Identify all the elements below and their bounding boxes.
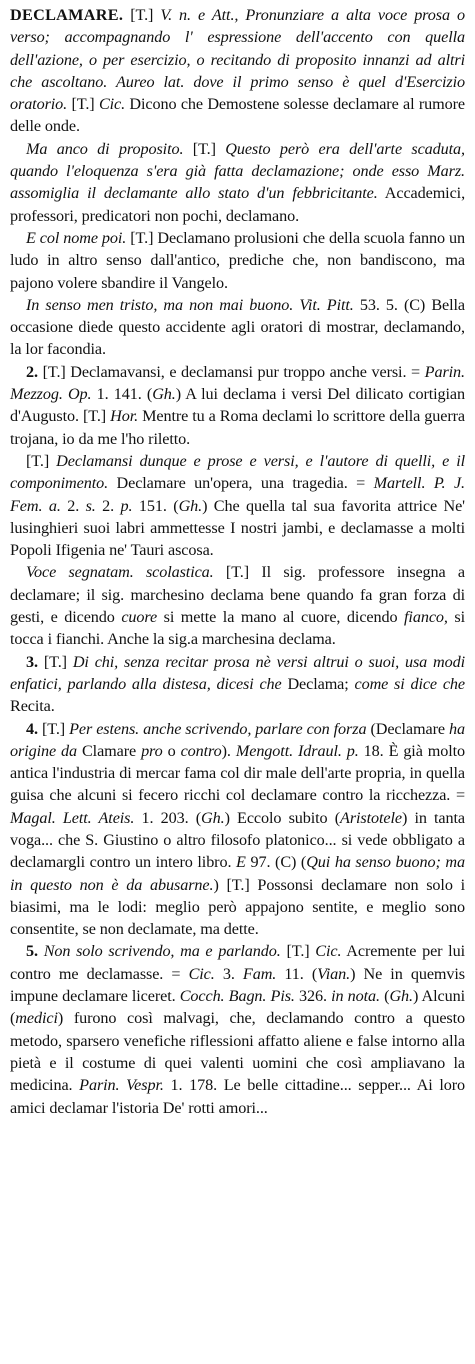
text-run: 97. (C) (: [245, 853, 307, 872]
text-run: Recita.: [10, 697, 55, 716]
italic-text: Di chi, senza recitar prosa nè versi altrui o suoi, usa modi enfatici, parlando alla distesa, dicesi che: [10, 652, 465, 693]
text-run: [T.]: [67, 95, 99, 114]
italic-text: Gh.: [178, 496, 203, 515]
italic-text: Cic.: [188, 964, 215, 983]
text-run: 2.: [95, 496, 121, 515]
italic-text: pro: [141, 741, 163, 760]
text-run: 1. 178. Le belle cittadine... sepper... Ai loro amici declamar l'istoria De' rotti amori...: [10, 1076, 466, 1117]
entry-paragraph: [10, 651, 465, 718]
entry-paragraph: [10, 138, 465, 227]
italic-text: Cic.: [98, 95, 126, 114]
headword: DECLAMARE.: [10, 6, 124, 24]
italic-text: Per estens. anche scrivendo, parlare con forza: [69, 719, 367, 738]
text-run: Acremente per lui contro me declamasse. =: [10, 942, 465, 983]
italic-text: cuore: [121, 608, 158, 627]
italic-text: fianco,: [404, 608, 448, 627]
italic-text: medici: [15, 1009, 58, 1028]
text-run: ) furono così malvagi, che, declamando contro a questo metodo, sparsero venefiche riflessioni affatto aliene e false intorno alla pietà e il costume di quei valenti uomini che così ampliavano la medicina.: [10, 1009, 465, 1095]
text-run: [T.]: [183, 139, 226, 158]
italic-text: p.: [120, 496, 133, 515]
text-run: [T.]: [280, 942, 316, 961]
text-run: (: [380, 987, 390, 1006]
italic-text: Gh.: [152, 385, 176, 404]
text-run: 18. È già molto antica l'industria di mercar fama col dir male dell'arte propria, in quella guisa che alcuni si fecero ricchi col declamare contro la ricchezza. =: [10, 741, 466, 805]
italic-text: E col nome poi.: [26, 228, 127, 247]
text-run: 151. (: [132, 496, 179, 515]
italic-text: Martell. P. J. Fem. a.: [10, 474, 465, 515]
text-run: Clamare: [77, 741, 142, 760]
text-run: ) Che quella tal sua favorita attrice Ne' lusinghieri suoi labri ammettesse I nostri jambi, e declamasse a molti Popoli Ifigenia ne' Tauri ascosa.: [10, 496, 465, 560]
text-run: 2.: [60, 496, 86, 515]
italic-text: Magal. Lett. Ateis.: [10, 808, 135, 827]
text-run: ) A lui declama i versi Del dilicato cortigian d'Augusto. [T.]: [10, 385, 465, 426]
italic-text: Parin. Vespr.: [79, 1076, 164, 1095]
italic-text: E: [236, 853, 246, 872]
italic-text: Cocch. Bagn. Pis.: [179, 987, 295, 1006]
text-run: 1. 141. (: [91, 385, 153, 404]
italic-text: in nota.: [331, 987, 380, 1006]
entry-paragraph: [10, 294, 465, 361]
italic-text: Gh.: [389, 987, 413, 1006]
italic-text: Hor.: [110, 407, 139, 426]
italic-text: Gh.: [201, 808, 225, 827]
italic-text: contro: [180, 741, 222, 760]
italic-text: Mengott. Idraul. p.: [235, 741, 359, 760]
text-run: [T.]: [37, 719, 70, 738]
text-run: [T.] Il sig. professore insegna a declamare; il sig. marchesino declama bene quando fa gran forza di gesti, e dicendo: [10, 563, 466, 627]
italic-text: Voce segnatam. scolastica.: [26, 563, 214, 582]
text-run: o: [162, 741, 181, 760]
text-run: [T.]: [123, 6, 161, 24]
text-run: Accademici, professori, predicatori non pochi, declamano.: [10, 184, 466, 225]
entry-paragraph: [10, 450, 465, 561]
italic-text: In senso men tristo, ma non mai buono. Vit. Pitt.: [26, 295, 354, 314]
text-run: Mentre tu a Roma declami lo scrittore della guerra trojana, io da me l'ho riletto.: [10, 407, 465, 448]
entry-paragraph: [10, 227, 465, 294]
text-run: [T.] Declamavansi, e declamansi pur troppo anche versi. =: [37, 362, 425, 381]
entry-paragraph: [10, 361, 465, 450]
entry-paragraph: [10, 561, 465, 650]
text-run: Declama;: [281, 674, 355, 693]
entry-paragraph: [10, 718, 465, 941]
italic-text: V. n. e Att., Pronunziare a alta voce prosa o verso; accompagnando l' espressione dell'accento con quella dell'azione, o per esercizio, o recitando di proposito innanzi ad altri che ascoltano. Aureo lat. dove il primo senso è quel d'Esercizio oratorio.: [10, 6, 466, 114]
sense-number: 3.: [26, 652, 38, 671]
text-run: ).: [221, 741, 236, 760]
italic-text: Cic.: [315, 942, 342, 961]
italic-text: come si dice che: [354, 674, 465, 693]
text-run: Dicono che Demostene solesse declamare al rumore delle onde.: [10, 95, 465, 136]
text-run: ) Ne in quemvis impune declamare liceret.: [10, 964, 465, 1006]
text-run: 3.: [214, 964, 243, 983]
text-run: ) Alcuni (: [10, 987, 465, 1028]
italic-text: Fam.: [242, 964, 277, 983]
entry-paragraph: [10, 940, 465, 1118]
text-run: Declamare un'opera, una tragedia. =: [108, 474, 374, 493]
text-run: ) [T.] Possonsi declamare non solo i biasimi, ma le lodi: meglio però appajono sentite, e meglio sono consentite, se non declamate, ma dette.: [10, 875, 465, 939]
text-run: 326.: [294, 987, 332, 1006]
italic-text: Ma anco di proposito.: [26, 139, 184, 158]
italic-text: s.: [85, 496, 96, 515]
text-run: [T.]: [37, 652, 73, 671]
italic-text: ha origine da: [10, 719, 465, 760]
italic-text: Declamansi dunque e prose e versi, e l'autore di quelli, e il componimento.: [10, 451, 466, 493]
text-run: [T.] Declamano prolusioni che della scuola fanno un ludo in altro senso dall'antico, prediche che, non bandiscono, ma pajono volere sbandire il Vangelo.: [10, 228, 465, 292]
text-run: 53. 5. (C) Bella occasione diede questo accidente agli oratori di mostrar, declamando, la lor facondia.: [10, 295, 465, 359]
text-run: 11. (: [276, 964, 318, 983]
text-run: si tocca i fianchi. Anche la sig.a marchesina declama.: [10, 608, 465, 649]
text-run: ) Eccolo subito (: [224, 808, 341, 827]
text-run: si mette la mano al cuore, dicendo: [157, 608, 405, 627]
sense-number: 2.: [26, 362, 38, 381]
italic-text: Questo però era dell'arte scaduta, quando l'eloquenza s'era già fatta declamazione; onde esso Marz. assomiglia il declamante allo stato d'un febbricitante.: [10, 139, 465, 203]
italic-text: Qui ha senso buono; ma in questo non è da abusarne.: [10, 853, 465, 894]
text-run: [T.]: [26, 451, 57, 470]
sense-number: 5.: [26, 942, 38, 961]
italic-text: Aristotele: [340, 808, 402, 827]
text-run: ) in tanta voga... che S. Giustino o altro filosofo platonico... si vede obbligato a declamargli contro un intero libro.: [10, 808, 465, 872]
italic-text: Parin. Mezzog. Op.: [10, 362, 465, 404]
italic-text: Non solo scrivendo, ma e parlando.: [43, 942, 281, 961]
text-run: 1. 203. (: [134, 808, 202, 827]
sense-number: 4.: [26, 719, 38, 738]
italic-text: Vian.: [317, 964, 351, 983]
text-run: (Declamare: [366, 719, 449, 738]
entry-paragraph: [10, 4, 465, 138]
